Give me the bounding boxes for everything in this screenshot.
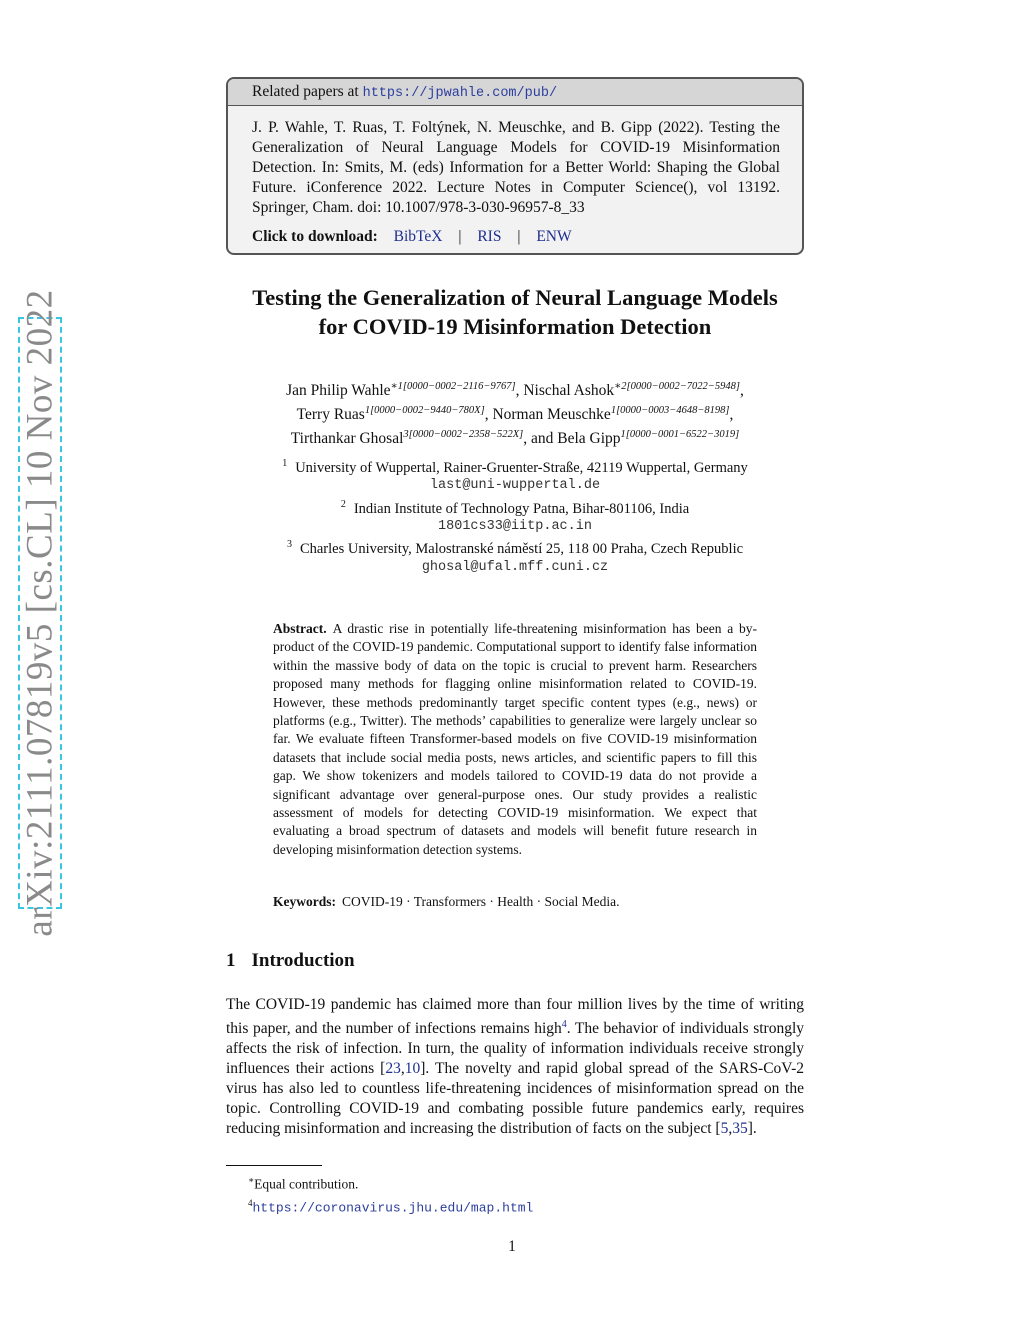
arxiv-stamp	[18, 289, 62, 937]
citation-link[interactable]: 5	[720, 1120, 729, 1138]
footnote-ref[interactable]: 4	[561, 1019, 567, 1030]
citation-separator: ,	[728, 1120, 733, 1138]
affiliation-text: Indian Institute of Technology Patna, Bihar-801106, India	[353, 500, 690, 517]
arxiv-identifier: arXiv:2111.07819v5 [cs.CL] 10 Nov 2022	[19, 289, 61, 937]
author-orcid: 1[0000−0001−6522−3019]	[620, 429, 740, 441]
keywords	[273, 894, 757, 910]
affiliation-number: 1	[282, 458, 288, 469]
author-name: Bela Gipp	[557, 430, 621, 448]
keywords-text: COVID-19 · Transformers · Health · Social Media.	[342, 894, 620, 909]
keywords-label: Keywords:	[273, 894, 336, 909]
author-separator: ,	[484, 406, 493, 424]
download-label: Click to download:	[252, 228, 378, 245]
author-orcid: 1[0000−0002−9440−780X]	[364, 405, 485, 417]
author-separator: ,	[515, 382, 524, 400]
body-text: . The behavior of individuals strongly affects the risk of infection. In turn, the quality of information individuals receive strongly influences their actions [	[226, 1020, 804, 1078]
abstract-label: Abstract.	[273, 621, 327, 636]
author-name: Nischal Ashok	[523, 382, 615, 400]
footnote-url[interactable]: https://coronavirus.jhu.edu/map.html	[252, 1200, 534, 1215]
paper-title	[200, 283, 830, 341]
footnote-item	[248, 1194, 533, 1218]
body-text: ]. The novelty and rapid global spread of the SARS-CoV-2 virus has also led to countless life-threatening incidences of misinformation spread on the topic. Controlling COVID-19 and combating possible future pandemics early, requires reducing misinformation and increasing the distribution of facts on the subject [	[226, 1060, 804, 1138]
footnote-item	[248, 1171, 533, 1194]
affiliation-email: last@uni-wuppertal.de	[429, 478, 601, 494]
citation-link[interactable]: 23	[385, 1060, 401, 1078]
citation-text: J. P. Wahle, T. Ruas, T. Foltýnek, N. Meuschke, and B. Gipp (2022). Testing the Generalization of Neural Language Models for COVID-19 Misinformation Detection. In: Smits, M. (eds) Information for a Better World: Shaping the Global Future. iConference 2022. Lecture Notes in Computer Science(), vol 13192. Springer, Cham. doi: 10.1007/978-3-030-96957-8_33	[252, 119, 780, 216]
affiliation-text: University of Wuppertal, Rainer-Gruenter-Straße, 42119 Wuppertal, Germany	[295, 459, 748, 476]
bibtex-link[interactable]: BibTeX	[393, 228, 443, 245]
footnote-text: Equal contribution.	[254, 1176, 359, 1192]
body-text: The COVID-19 pandemic has claimed more than four million lives by the time of writing this paper, and the number of infections remains high	[226, 996, 804, 1038]
affiliation-number: 3	[286, 539, 292, 551]
related-papers-link[interactable]: https://jpwahle.com/pub/	[362, 86, 558, 101]
section-number: 1	[226, 950, 236, 971]
author-orcid: ∗2[0000−0002−7022−5948]	[614, 381, 740, 392]
affiliation-item	[200, 496, 830, 518]
page-number: 1	[508, 1238, 516, 1255]
author-name: Terry Ruas	[296, 406, 365, 424]
author-orcid: 1[0000−0003−4648−8198]	[610, 405, 730, 417]
footnote-mark: ∗	[248, 1175, 255, 1185]
citation-link[interactable]: 10	[404, 1060, 421, 1078]
author-orcid: ∗1[0000−0002−2116−9767]	[390, 381, 516, 392]
ris-link[interactable]: RIS	[477, 228, 502, 245]
citation-separator: ,	[400, 1060, 405, 1078]
link-separator: |	[458, 228, 462, 245]
section-title: Introduction	[251, 950, 355, 971]
section-heading	[226, 950, 355, 972]
author-list	[200, 377, 830, 449]
affiliation-number: 2	[340, 498, 346, 510]
affiliation-item	[200, 536, 830, 558]
author-separator: ,	[739, 382, 744, 400]
body-text: ].	[747, 1120, 757, 1138]
abstract-text: A drastic rise in potentially life-threatening misinformation has been a by-product of the COVID-19 pandemic. Computational support to identify false information within the massive body of data on the topic is crucial to prevent harm. Researchers proposed many methods for flagging online misinformation related to COVID-19. However, these methods predominantly target specific content types (e.g., news) or platforms (e.g., Twitter). The methods’ capabilities to generalize were largely unclear so far. We evaluate fifteen Transformer-based models on five COVID-19 misinformation datasets that include social media posts, news articles, and scientific papers to fill this gap. We show tokenizers and models tailored to COVID-19 data do not provide a significant advantage over general-purpose ones. Our study provides a realistic assessment of models for detecting COVID-19 misinformation. We expect that evaluating a broad spectrum of datasets and models will benefit future research in developing misinformation detection systems.	[273, 621, 757, 857]
citation-link[interactable]: 35	[732, 1120, 748, 1138]
footnotes	[248, 1171, 533, 1217]
affiliation-email: 1801cs33@iitp.ac.in	[438, 518, 592, 534]
related-papers-label: Related papers at	[252, 83, 359, 100]
title-line-1: Testing the Generalization of Neural Language Models	[252, 285, 778, 310]
affiliation-text: Charles University, Malostranské náměstí 25, 118 00 Praha, Czech Republic	[299, 541, 744, 558]
related-papers-box	[226, 77, 804, 255]
intro-paragraph	[226, 995, 804, 1139]
affiliation-list	[200, 455, 830, 577]
author-separator: , and	[523, 430, 558, 448]
author-name: Jan Philip Wahle	[286, 382, 391, 400]
author-name: Norman Meuschke	[492, 406, 611, 424]
author-name: Tirthankar Ghosal	[290, 430, 404, 448]
download-row	[228, 218, 802, 246]
footnote-rule	[226, 1165, 322, 1166]
title-line-2: for COVID-19 Misinformation Detection	[318, 314, 712, 339]
author-orcid: 3[0000−0002−2358−522X]	[403, 429, 524, 441]
footnote-mark: 4	[248, 1197, 253, 1208]
affiliation-item	[200, 455, 830, 477]
link-separator: |	[517, 228, 521, 245]
author-separator: ,	[729, 406, 734, 424]
related-papers-header	[228, 79, 802, 106]
abstract	[273, 620, 757, 859]
affiliation-email: ghosal@ufal.mff.cuni.cz	[421, 559, 609, 575]
enw-link[interactable]: ENW	[536, 228, 572, 245]
